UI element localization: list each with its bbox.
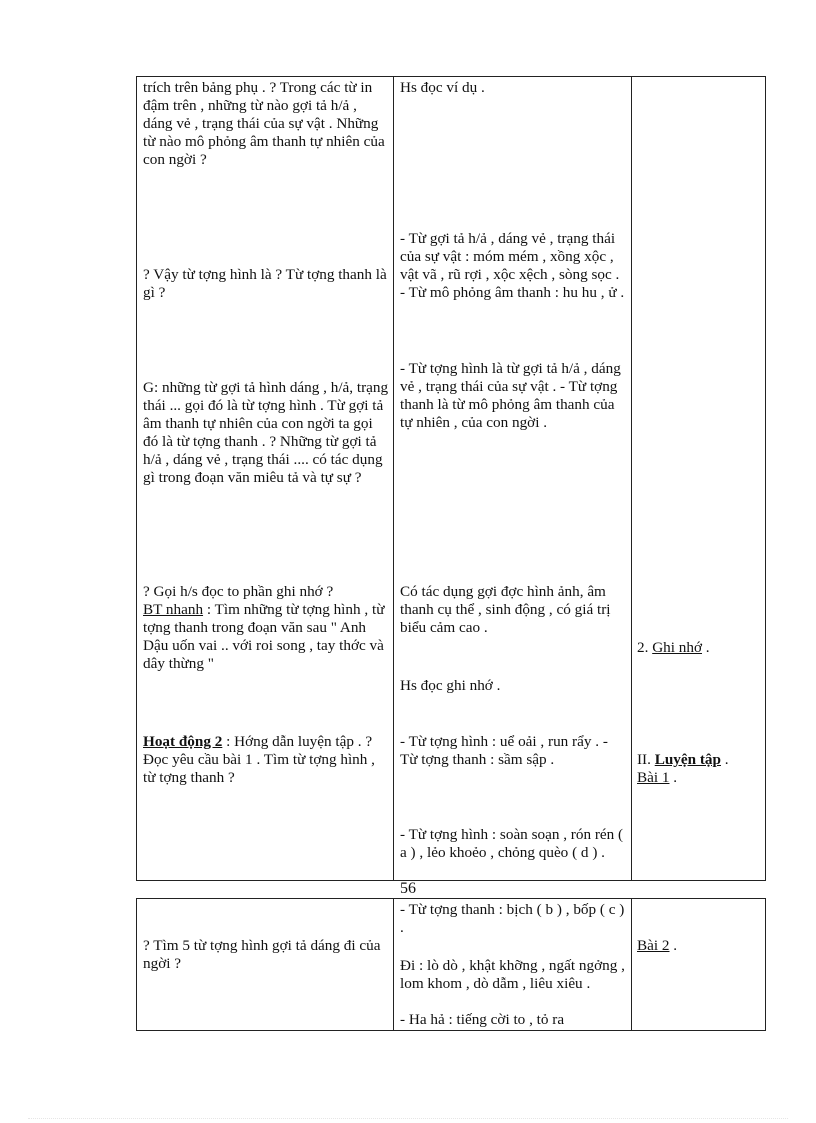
- ghi-nho-tail: .: [702, 639, 710, 656]
- bai-2-label: Bài 2: [637, 937, 670, 954]
- notes-column: [632, 77, 765, 880]
- bai-1-label: Bài 1: [637, 769, 670, 786]
- student-text-6: - Từ tợng hình : uể oải , run rẩy . - Từ tợng thanh : sầm sập .: [400, 733, 608, 768]
- student-activity-column-2: [394, 899, 632, 1030]
- activity-2-heading: Hoạt động 2: [143, 733, 223, 750]
- teacher-text-5: [143, 733, 389, 787]
- bai-2-note: [637, 937, 761, 955]
- student-text-7: - Từ tợng hình : soàn soạn , rón rén ( a ) , lẻo khoẻo , chỏng quèo ( d ) .: [400, 826, 624, 861]
- teacher-text-4: [143, 583, 389, 673]
- ghi-nho-label: Ghi nhớ: [652, 639, 702, 656]
- student-text-9: Đi : lò dò , khật khỡng , ngất ngởng , lom khom , dò dẫm , liêu xiêu .: [400, 957, 625, 992]
- lesson-table-2: [136, 898, 766, 1031]
- page-bottom-divider: [28, 1118, 788, 1119]
- notes-column-2: [632, 899, 765, 1030]
- luyen-tap-note: [637, 751, 761, 787]
- bai-1-tail: .: [669, 769, 678, 786]
- student-text-8: - Từ tợng thanh : bịch ( b ) , bốp ( c ) .: [400, 901, 625, 936]
- student-text-4: Có tác dụng gợi đợc hình ảnh, âm thanh cụ thể , sinh động , có giá trị biểu cảm cao .: [400, 583, 611, 636]
- luyen-tap-label: Luyện tập: [654, 751, 721, 768]
- student-text-1: Hs đọc ví dụ .: [400, 79, 485, 96]
- student-text-3: - Từ tợng hình là từ gợi tả h/ả , dáng vẻ , trạng thái của sự vật . - Từ tợng thanh là từ mô phỏng âm thanh của tự nhiên , của con ngời .: [400, 360, 621, 431]
- teacher-text-4-rest: : Tìm những từ tợng hình , từ tợng thanh trong đoạn văn sau " Anh Dậu uốn vai .. với roi song , tay thớc và dây thừng ": [143, 601, 385, 672]
- ghi-nho-note: [637, 639, 761, 657]
- lesson-table-1: [136, 76, 766, 881]
- teacher-text-2: ? Vậy từ tợng hình là ? Từ tợng thanh là gì ?: [143, 266, 387, 301]
- bai-2-tail: .: [669, 937, 678, 954]
- teacher-text-5-rest: : Hớng dẫn luyện tập . ? Đọc yêu cầu bài 1 . Tìm từ tợng hình , từ tợng thanh ?: [143, 733, 375, 786]
- teacher-text-6: ? Tìm 5 từ tợng hình gợi tả dáng đi của ngời ?: [143, 937, 381, 972]
- student-text-5: Hs đọc ghi nhớ .: [400, 677, 501, 694]
- luyen-tap-tail: .: [720, 751, 729, 768]
- teacher-text-4-line1: ? Gọi h/s đọc to phần ghi nhớ ?: [143, 583, 334, 600]
- teacher-activity-column-2: [137, 899, 394, 1030]
- luyen-tap-number: II.: [637, 751, 655, 768]
- teacher-text-3: G: những từ gợi tả hình dáng , h/ả, trạng thái ... gọi đó là từ tợng hình . Từ gợi tả âm thanh tự nhiên của con ngời ta gọi đó là từ tợng thanh . ? Những từ gợi tả h/ả , dáng vẻ , trạng thái .... có tác dụng gì trong đoạn văn miêu tả và tự sự ?: [143, 379, 389, 486]
- student-activity-column: [394, 77, 632, 880]
- student-text-2: - Từ gợi tả h/ả , dáng vẻ , trạng thái của sự vật : móm mém , xồng xộc , vật vã , rũ rợi , xộc xệch , sòng sọc . - Từ mô phỏng âm thanh : hu hu , ử .: [400, 230, 625, 301]
- teacher-text-1: trích trên bảng phụ . ? Trong các từ in đậm trên , những từ nào gợi tả h/ả , dáng vẻ , trạng thái của sự vật . Những từ nào mô phỏng âm thanh tự nhiên của con ngời ?: [143, 79, 385, 168]
- page-number: 56: [400, 880, 416, 897]
- quick-exercise-label: BT nhanh: [143, 601, 204, 618]
- teacher-activity-column: [137, 77, 394, 880]
- ghi-nho-number: 2.: [637, 639, 653, 656]
- student-text-10: - Ha hả : tiếng cời to , tỏ ra: [400, 1011, 565, 1028]
